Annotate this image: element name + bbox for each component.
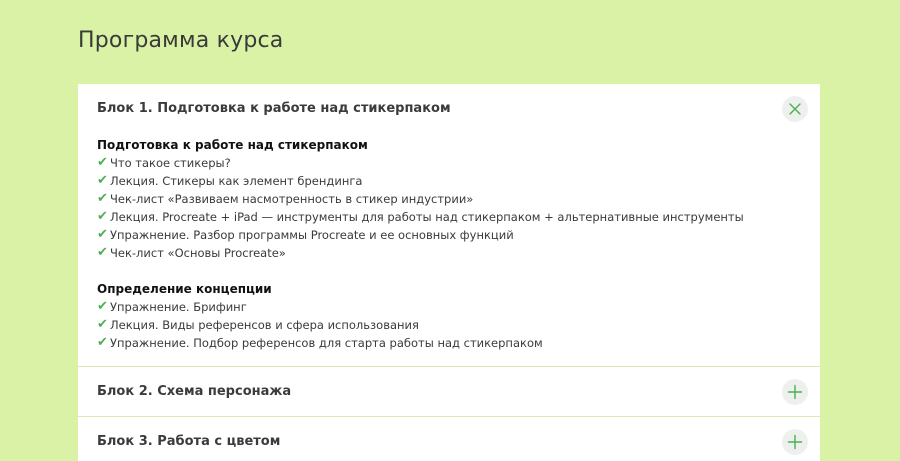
plus-icon [787, 434, 803, 450]
list-item [97, 154, 801, 172]
accordion-body-block-1 [78, 133, 820, 366]
accordion-item-block-2 [78, 367, 820, 417]
section-title: Определение концепции [97, 282, 272, 296]
checkmark-icon: ✔ [97, 155, 108, 170]
expand-button[interactable] [782, 379, 808, 405]
list-item [97, 244, 801, 262]
checkmark-icon: ✔ [97, 173, 108, 188]
lesson-label: Упражнение. Подбор референсов для старта работы над стикерпаком [110, 336, 543, 350]
accordion-header-block-2[interactable] [78, 367, 820, 416]
lesson-label: Упражнение. Брифинг [110, 300, 247, 314]
list-item [97, 172, 801, 190]
list-item [97, 190, 801, 208]
section-concept [97, 280, 801, 352]
accordion-item-block-3 [78, 417, 820, 461]
accordion-header-block-1[interactable] [78, 84, 820, 133]
accordion-title: Блок 1. Подготовка к работе над стикерпаком [97, 101, 451, 116]
page-title: Программа курса [78, 28, 284, 53]
checkmark-icon: ✔ [97, 335, 108, 350]
list-item [97, 298, 801, 316]
collapse-button[interactable] [782, 96, 808, 122]
checkmark-icon: ✔ [97, 209, 108, 224]
checkmark-icon: ✔ [97, 191, 108, 206]
plus-icon [787, 384, 803, 400]
close-icon [787, 101, 803, 117]
section-preparation [97, 136, 801, 262]
expand-button[interactable] [782, 429, 808, 455]
checkmark-icon: ✔ [97, 227, 108, 242]
accordion-title: Блок 3. Работа с цветом [97, 434, 281, 449]
lesson-label: Чек-лист «Основы Procreate» [110, 246, 286, 260]
accordion-title: Блок 2. Схема персонажа [97, 384, 292, 399]
lesson-label: Лекция. Виды референсов и сфера использования [110, 318, 419, 332]
checkmark-icon: ✔ [97, 299, 108, 314]
lesson-label: Что такое стикеры? [110, 156, 231, 170]
accordion-item-block-1 [78, 84, 820, 367]
checkmark-icon: ✔ [97, 245, 108, 260]
lesson-label: Лекция. Procreate + iPad — инструменты для работы над стикерпаком + альтернативные инструменты [110, 210, 744, 224]
list-item [97, 226, 801, 244]
lesson-label: Лекция. Стикеры как элемент брендинга [110, 174, 363, 188]
section-title: Подготовка к работе над стикерпаком [97, 138, 368, 152]
course-program-accordion [78, 84, 820, 461]
lesson-label: Упражнение. Разбор программы Procreate и ее основных функций [110, 228, 514, 242]
lesson-label: Чек-лист «Развиваем насмотренность в стикер индустрии» [110, 192, 474, 206]
accordion-header-block-3[interactable] [78, 417, 820, 461]
checkmark-icon: ✔ [97, 317, 108, 332]
list-item [97, 316, 801, 334]
list-item [97, 208, 801, 226]
list-item [97, 334, 801, 352]
